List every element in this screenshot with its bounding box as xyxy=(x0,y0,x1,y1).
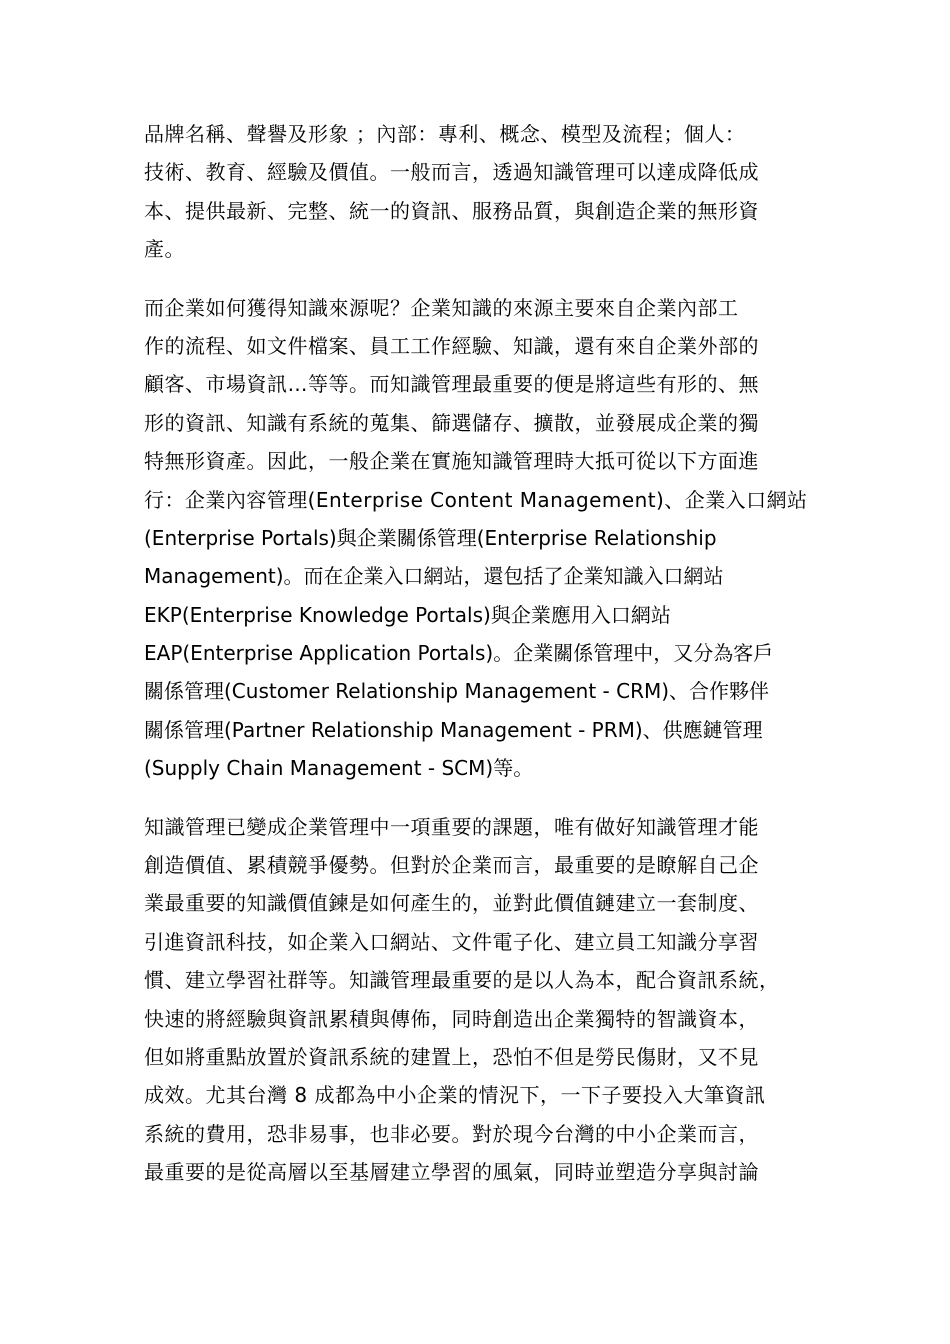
text-line: (Enterprise Portals)與企業關係管理(Enterprise Relationship xyxy=(144,525,717,550)
text-line: 業最重要的知識價值鍊是如何產生的，並對此價值鏈建立一套制度、 xyxy=(144,891,759,916)
text-line: 特無形資產。因此，一般企業在實施知識管理時大抵可從以下方面進 xyxy=(144,449,759,474)
text-line: 顧客、市場資訊…等等。而知識管理最重要的便是將這些有形的、無 xyxy=(144,372,759,397)
text-line: 系統的費用，恐非易事，也非必要。對於現今台灣的中小企業而言， xyxy=(144,1121,759,1146)
paragraph-1 xyxy=(144,115,808,269)
text-line: 形的資訊、知識有系統的蒐集、篩選儲存、擴散，並發展成企業的獨 xyxy=(144,410,759,435)
text-line: 成效。尤其台灣 8 成都為中小企業的情況下，一下子要投入大筆資訊 xyxy=(144,1083,766,1108)
text-line: Management)。而在企業入口網站，還包括了企業知識入口網站 xyxy=(144,564,724,589)
paragraph-3 xyxy=(144,808,808,1192)
text-line: 關係管理(Partner Relationship Management - PRM)、供應鏈管理 xyxy=(144,717,763,742)
text-line: 快速的將經驗與資訊累積與傳佈，同時創造出企業獨特的智識資本， xyxy=(144,1006,759,1031)
text-line: 品牌名稱、聲譽及形象 ；內部：專利、概念、模型及流程；個人： xyxy=(144,122,746,146)
text-line: (Supply Chain Management - SCM)等。 xyxy=(144,756,534,781)
text-line: 但如將重點放置於資訊系統的建置上，恐怕不但是勞民傷財，又不見 xyxy=(144,1044,759,1069)
text-line: 創造價值、累積競爭優勢。但對於企業而言，最重要的是瞭解自己企 xyxy=(144,853,759,878)
text-line: 產。 xyxy=(144,237,185,262)
text-line: 關係管理(Customer Relationship Management - CRM)、合作夥伴 xyxy=(144,679,770,704)
text-line: EKP(Enterprise Knowledge Portals)與企業應用入口網站 xyxy=(144,602,671,627)
text-line: 作的流程、如文件檔案、員工工作經驗、知識，還有來自企業外部的 xyxy=(144,333,759,358)
text-line: 技術、教育、經驗及價值。一般而言，透過知識管理可以達成降低成 xyxy=(144,160,759,185)
text-line: 行：企業內容管理(Enterprise Content Management)、企業入口網站 xyxy=(144,487,808,512)
paragraph-2 xyxy=(144,289,808,788)
text-line: 知識管理已變成企業管理中一項重要的課題，唯有做好知識管理才能 xyxy=(144,814,759,839)
text-line: EAP(Enterprise Application Portals)。企業關係管理中，又分為客戶 xyxy=(144,641,774,666)
text-line: 而企業如何獲得知識來源呢？企業知識的來源主要來自企業內部工 xyxy=(144,295,739,320)
document-body xyxy=(144,115,808,1212)
text-line: 最重要的是從高層以至基層建立學習的風氣，同時並塑造分享與討論 xyxy=(144,1160,759,1185)
text-line: 本、提供最新、完整、統一的資訊、服務品質，與創造企業的無形資 xyxy=(144,198,759,223)
text-line: 慣、建立學習社群等。知識管理最重要的是以人為本，配合資訊系統， xyxy=(144,968,780,993)
text-line: 引進資訊科技，如企業入口網站、文件電子化、建立員工知識分享習 xyxy=(144,929,759,954)
